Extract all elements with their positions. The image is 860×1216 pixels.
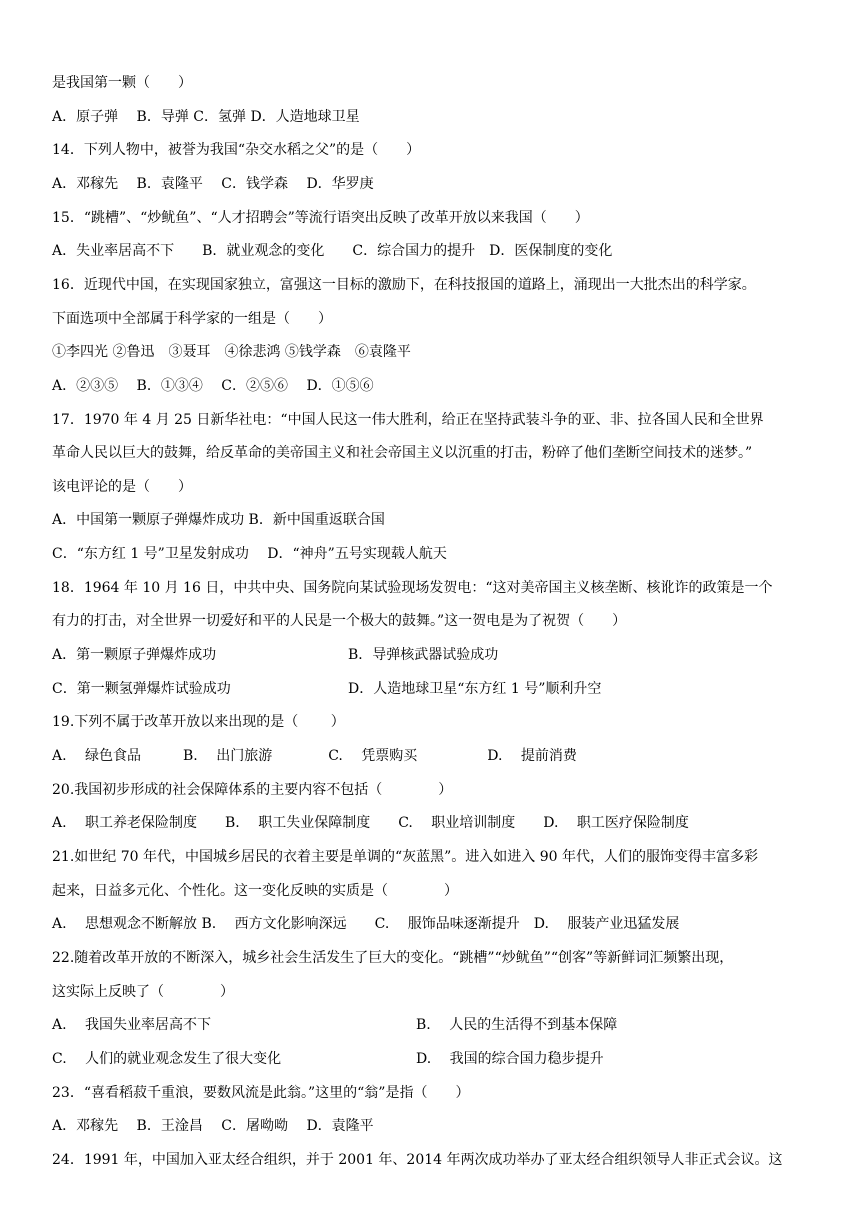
text-line: ①李四光 ②鲁迅 ③聂耳 ④徐悲鸿 ⑤钱学森 ⑥袁隆平 [52,344,411,360]
text-line: A．原子弹 B．导弹 C．氢弹 D．人造地球卫星 [52,109,360,125]
text-line: 起来，日益多元化、个性化。这一变化反映的实质是（ ） [52,883,458,899]
text-line: 15．“跳槽”、“炒鱿鱼”、“人才招聘会”等流行语突出反映了改革开放以来我国（ ） [52,210,589,226]
text-line: 17．1970 年 4 月 25 日新华社电：“中国人民这一伟大胜利，给正在坚持武装斗争的亚、非、拉各国人民和全世界 [52,412,764,428]
text-line: 14．下列人物中，被誉为我国“杂交水稻之父”的是（ ） [52,142,421,158]
text-line: 有力的打击，对全世界一切爱好和平的人民是一个极大的鼓舞。”这一贺电是为了祝贺（ ） [52,613,627,629]
text-line: 20.我国初步形成的社会保障体系的主要内容不包括（ ） [52,782,453,798]
text-line: A. 绿色食品 B. 出门旅游 C. 凭票购买 D. 提前消费 [52,748,577,764]
text-line: 22.随着改革开放的不断深入，城乡社会生活发生了巨大的变化。“跳槽”“炒鱿鱼”“创客”等新鲜词汇频繁出现， [52,950,734,966]
option-left: A. 我国失业率居高不下 [52,1017,212,1033]
text-line: A. 职工养老保险制度 B. 职工失业保障制度 C. 职业培训制度 D. 职工医疗保险制度 [52,815,689,831]
text-line: 23．“喜看稻菽千重浪，要数风流是此翁。”这里的“翁”是指（ ） [52,1085,470,1101]
text-line: A．中国第一颗原子弹爆炸成功 B．新中国重返联合国 [52,512,385,528]
text-line: 是我国第一颗（ ） [52,75,192,91]
text-line: 这实际上反映了（ ） [52,984,234,1000]
text-line: A．②③⑤ B．①③④ C．②⑤⑥ D．①⑤⑥ [52,378,374,394]
text-line: 下面选项中全部属于科学家的一组是（ ） [52,311,332,327]
option-left: C．第一颗氢弹爆炸试验成功 [52,681,231,697]
text-line: A. 思想观念不断解放 B. 西方文化影响深远 C. 服饰品味逐渐提升 D. 服装产业迅猛发展 [52,916,680,932]
text-line: 18．1964 年 10 月 16 日，中共中央、国务院向某试验现场发贺电：“这对美帝国主义核垄断、核讹诈的政策是一个 [52,580,773,596]
option-right: B．导弹核武器试验成功 [348,647,499,663]
option-right: B. 人民的生活得不到基本保障 [416,1017,618,1033]
text-line: A．邓稼先 B．袁隆平 C．钱学森 D．华罗庚 [52,176,374,192]
text-line: 革命人民以巨大的鼓舞，给反革命的美帝国主义和社会帝国主义以沉重的打击，粉碎了他们垄断空间技术的迷梦。” [52,445,753,461]
text-line: A．邓稼先 B．王淦昌 C．屠呦呦 D．袁隆平 [52,1118,374,1134]
text-line: 21.如世纪 70 年代，中国城乡居民的衣着主要是单调的“灰蓝黑”。进入如进入 90 年代，人们的服饰变得丰富多彩 [52,849,759,865]
text-line: C．“东方红 1 号”卫星发射成功 D．“神舟”五号实现载人航天 [52,546,447,562]
option-left: C. 人们的就业观念发生了很大变化 [52,1051,282,1067]
option-right: D．人造地球卫星“东方红 1 号”顺利升空 [348,681,602,697]
text-line: A．失业率居高不下 B．就业观念的变化 C．综合国力的提升 D．医保制度的变化 [52,243,613,259]
text-line: 24．1991 年，中国加入亚太经合组织，并于 2001 年、2014 年两次成功举办了亚太经合组织领导人非正式会议。这 [52,1152,783,1168]
option-right: D. 我国的综合国力稳步提升 [416,1051,604,1067]
text-line: 16．近现代中国，在实现国家独立，富强这一目标的激励下，在科技报国的道路上，涌现出一大批杰出的科学家。 [52,277,756,293]
text-line: 该电评论的是（ ） [52,479,192,495]
text-line: 19.下列不属于改革开放以来出现的是（ ） [52,714,345,730]
option-left: A．第一颗原子弹爆炸成功 [52,647,217,663]
